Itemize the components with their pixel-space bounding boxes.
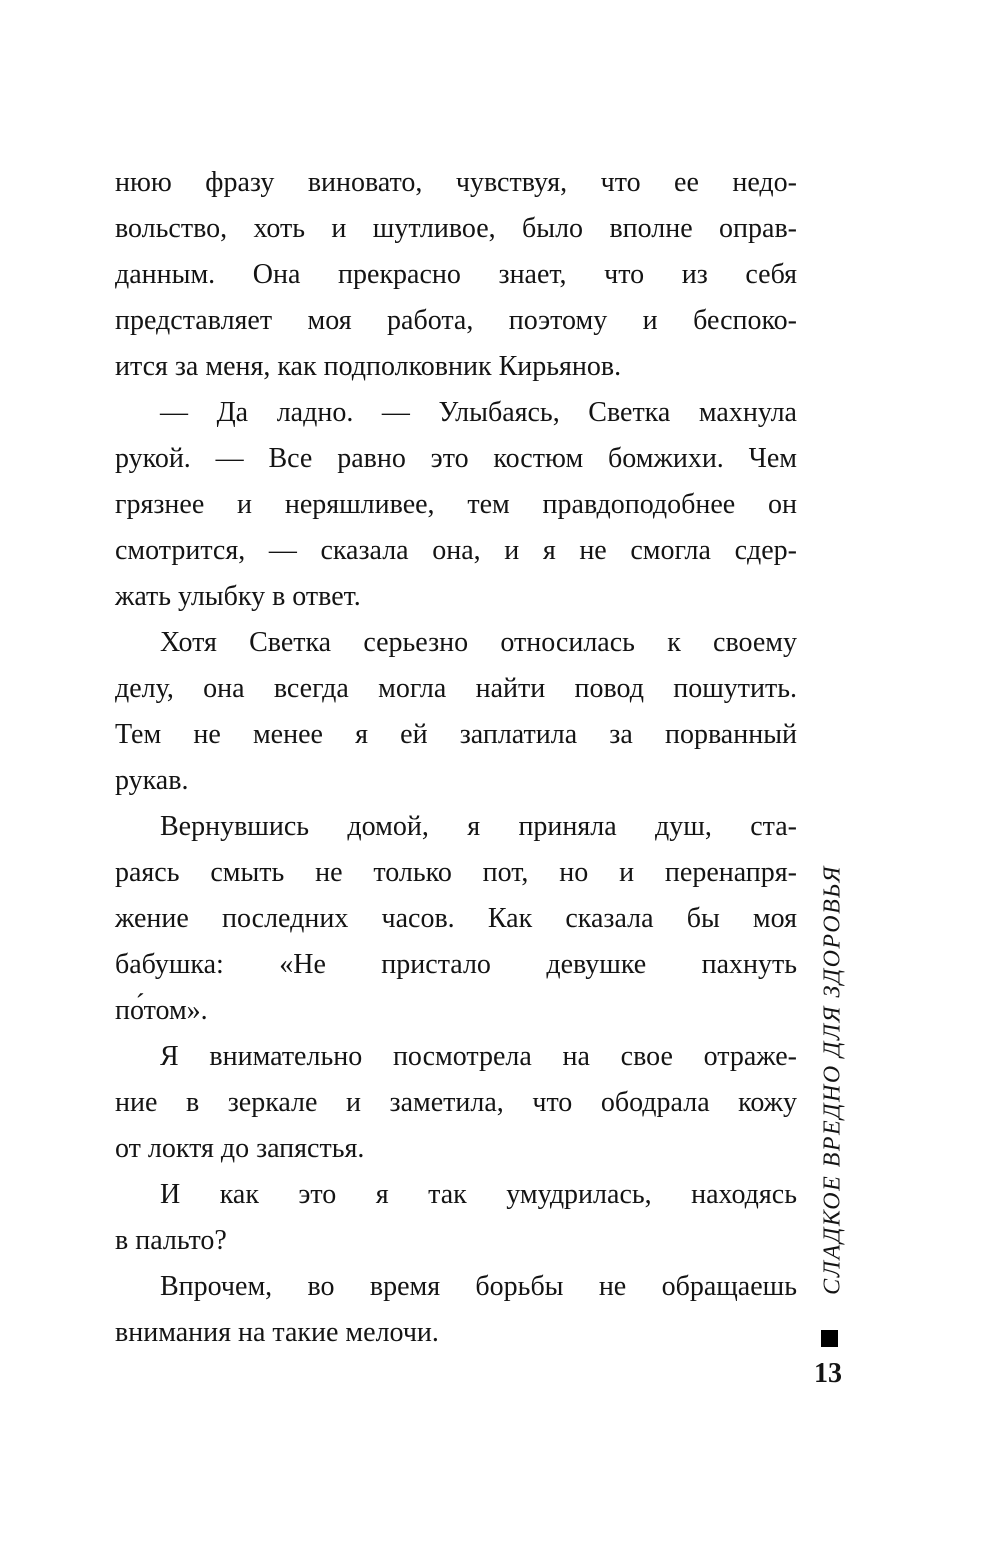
text-line: Вернувшись домой, я приняла душ, ста-	[160, 811, 797, 842]
text-line: Тем не менее я ей заплатила за порванный	[115, 719, 797, 750]
text-line: внимания на такие мелочи.	[115, 1317, 439, 1348]
text-line: нюю фразу виновато, чувствуя, что ее недо-	[115, 167, 797, 198]
text-line: смотрится, — сказала она, и я не смогла сдер-	[115, 535, 797, 566]
text-line: Хотя Светка серьезно относилась к своему	[160, 627, 797, 658]
text-line: жать улыбку в ответ.	[115, 581, 361, 612]
paragraph	[115, 1034, 797, 1172]
text-line: Я внимательно посмотрела на свое отраже-	[160, 1041, 797, 1072]
paragraph	[115, 804, 797, 1034]
text-line: делу, она всегда могла найти повод пошутить.	[115, 673, 797, 704]
section-marker-square	[821, 1330, 838, 1347]
text-line: грязнее и неряшливее, тем правдоподобнее он	[115, 489, 797, 520]
paragraph	[115, 390, 797, 620]
text-line: рукав.	[115, 765, 189, 796]
text-line: представляет моя работа, поэтому и беспоко-	[115, 305, 797, 336]
text-line: бабушка: «Не пристало девушке пахнуть	[115, 949, 797, 980]
paragraph	[115, 160, 797, 390]
text-line: рукой. — Все равно это костюм бомжихи. Чем	[115, 443, 797, 474]
running-title-vertical: СЛАДКОЕ ВРЕДНО ДЛЯ ЗДОРОВЬЯ	[819, 865, 846, 1295]
text-line: И как это я так умудрилась, находясь	[160, 1179, 797, 1210]
text-line: от локтя до запястья.	[115, 1133, 365, 1164]
text-block	[115, 160, 797, 1356]
text-line: ние в зеркале и заметила, что ободрала кожу	[115, 1087, 797, 1118]
text-line: Впрочем, во время борьбы не обращаешь	[160, 1271, 797, 1302]
paragraph	[115, 620, 797, 804]
text-line: раясь смыть не только пот, но и перенапря-	[115, 857, 797, 888]
page-number: 13	[814, 1358, 842, 1389]
paragraph	[115, 1264, 797, 1356]
text-line: жение последних часов. Как сказала бы моя	[115, 903, 797, 934]
text-line: вольство, хоть и шутливое, было вполне оправ-	[115, 213, 797, 244]
paragraph	[115, 1172, 797, 1264]
text-line: данным. Она прекрасно знает, что из себя	[115, 259, 797, 290]
text-line: по́том».	[115, 995, 208, 1026]
text-line: — Да ладно. — Улыбаясь, Светка махнула	[160, 397, 797, 428]
text-line: ится за меня, как подполковник Кирьянов.	[115, 351, 622, 382]
text-line: в пальто?	[115, 1225, 227, 1256]
